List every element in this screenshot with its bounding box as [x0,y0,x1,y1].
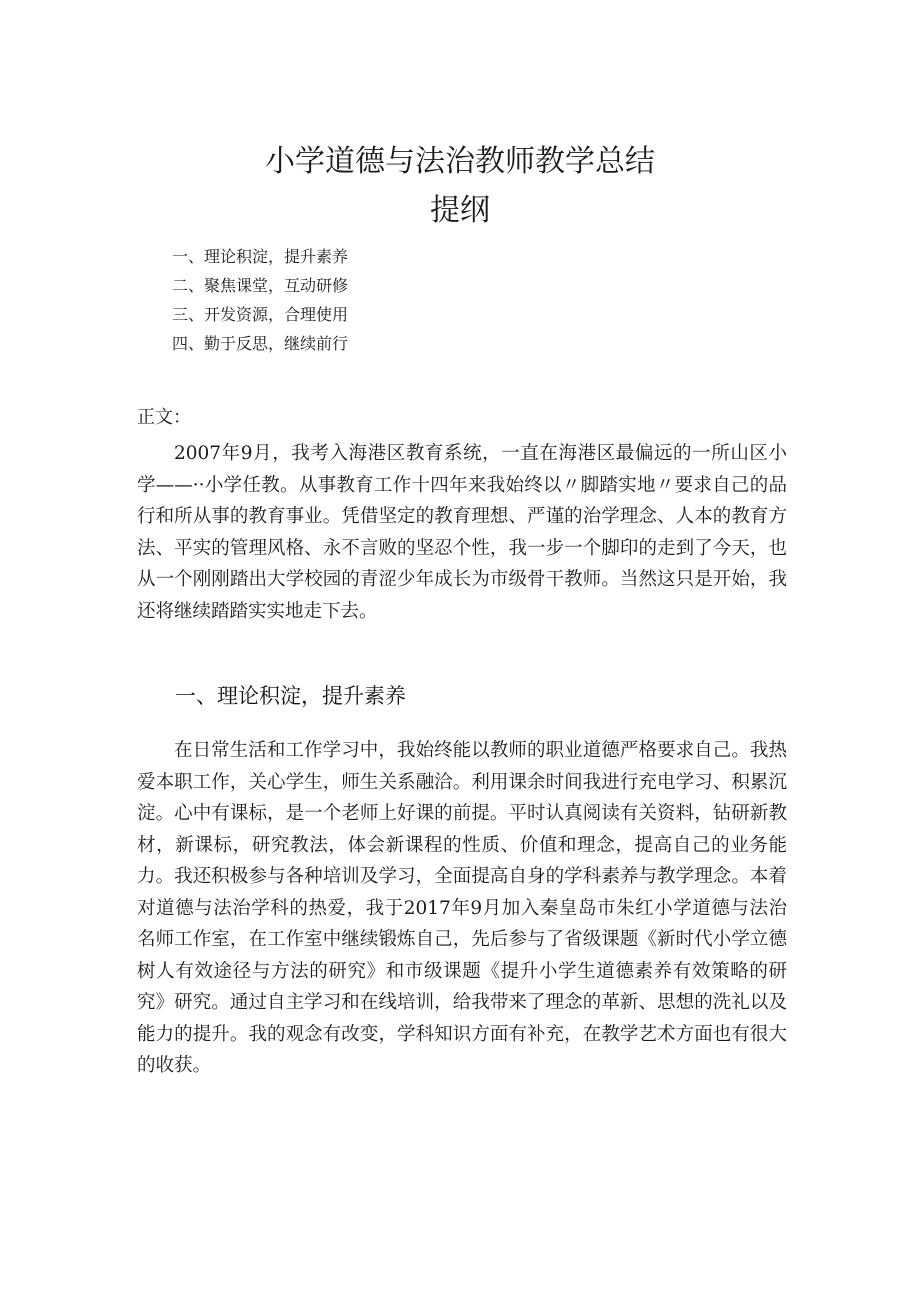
document-title: 小学道德与法治教师教学总结 [265,144,655,179]
outline-item: 四、勤于反思，继续前行 [172,334,349,353]
document-subtitle: 提纲 [430,193,490,228]
outline-item: 三、开发资源，合理使用 [172,305,349,324]
section-paragraph: 在日常生活和工作学习中，我始终能以教师的职业道德严格要求自己。我热爱本职工作，关心学生，师生关系融洽。利用课余时间我进行充电学习、积累沉淀。心中有课标，是一个老师上好课的前提。平时认真阅读有关资料，钻研新教材，新课标，研究教法，体会新课程的性质、价值和理念，提高自己的业务能力。我还积极参与各种培训及学习，全面提高自身的学科素养与教学理念。本着对道德与法治学科的热爱，我于2017年9月加入秦皇岛市朱红小学道德与法治名师工作室，在工作室中继续锻炼自己，先后参与了省级课题《新时代小学立德树人有效途径与方法的研究》和市级课题《提升小学生道德素养有效策略的研究》研究。通过自主学习和在线培训，给我带来了理念的革新、思想的洗礼以及能力的提升。我的观念有改变，学科知识方面有补充，在教学艺术方面也有很大的收获。 [137,740,787,1076]
outline-item: 一、理论积淀，提升素养 [172,247,349,266]
outline-item: 二、聚焦课堂，互动研修 [172,276,349,295]
section-heading: 一、理论积淀，提升素养 [175,684,406,708]
outline-list [172,242,348,358]
intro-paragraph: 2007年9月，我考入海港区教育系统，一直在海港区最偏远的一所山区小学——··小学任教。从事教育工作十四年来我始终以〃脚踏实地〃要求自己的品行和所从事的教育事业。凭借坚定的教育理想、严谨的治学理念、人本的教育方法、平实的管理风格、永不言败的坚忍个性，我一步一个脚印的走到了今天，也从一个刚刚踏出大学校园的青涩少年成长为市级骨干教师。当然这只是开始，我还将继续踏踏实实地走下去。 [137,443,787,622]
body-label: 正文： [137,407,191,428]
